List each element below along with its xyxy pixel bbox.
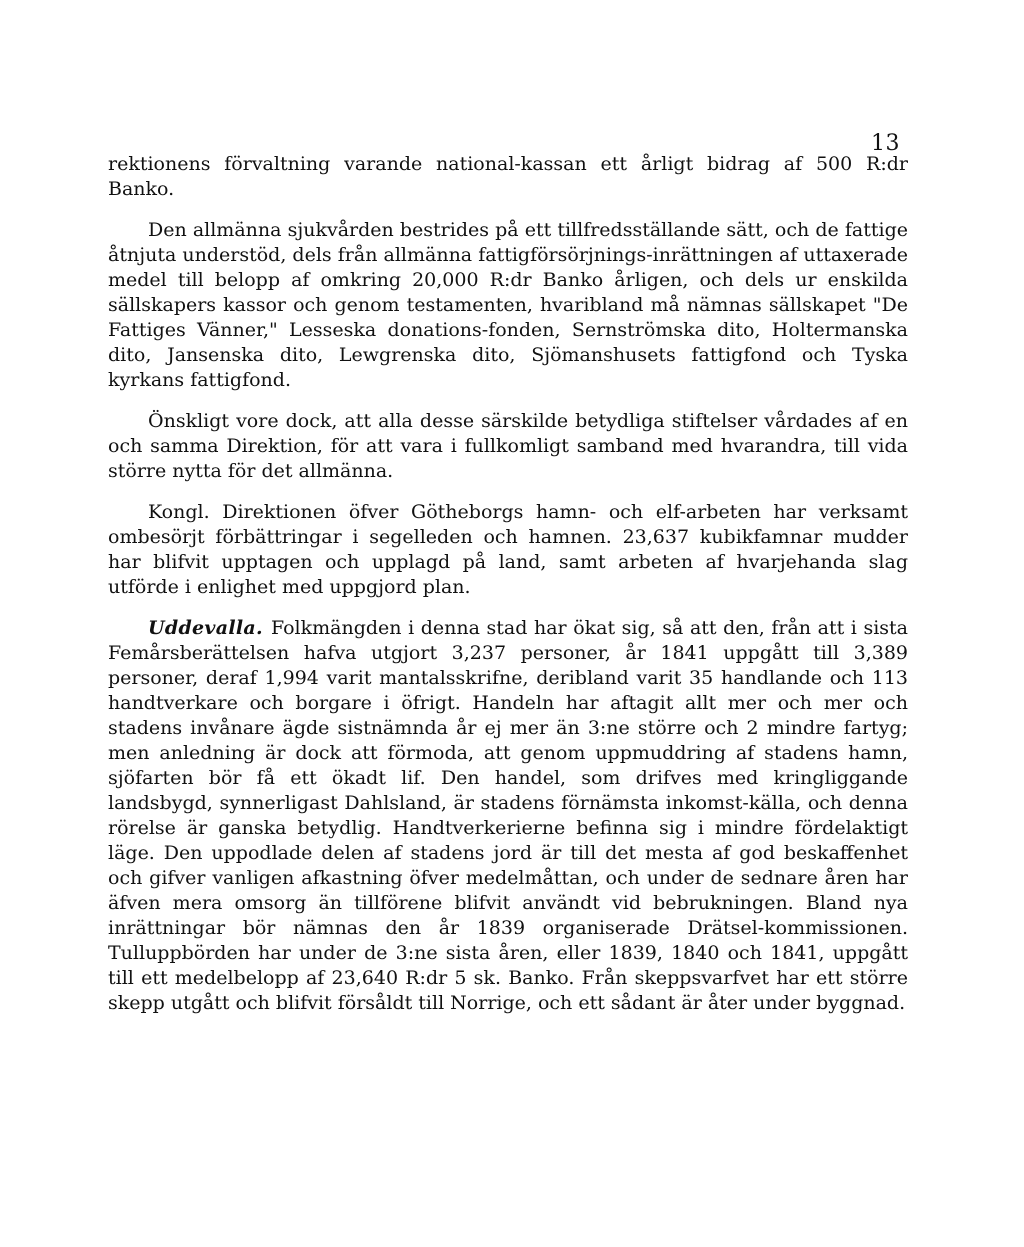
page-number: 13	[871, 131, 900, 156]
paragraph-harbour-works: Kongl. Direktionen öfver Götheborgs hamn- och elf-arbeten har verksamt ombesörjt förbättringar i segelleden och hamnen. 23,637 kubikfamnar mudder har blifvit upptagen och upplagd på land, samt arbeten af hvarjehanda slag utförde i enlighet med uppgjord plan.	[108, 501, 908, 598]
paragraph-direction-wish: Önskligt vore dock, att alla desse särskilde betydliga stiftelser vårdades af en och samma Direktion, för att vara i fullkomligt samband med hvarandra, till vida större nytta för det allmänna.	[108, 410, 908, 482]
paragraph-uddevalla	[108, 616, 908, 1016]
body-text	[108, 152, 908, 1032]
paragraph-poor-relief: Den allmänna sjukvården bestrides på ett tillfredsställande sätt, och de fattige åtnjuta understöd, dels från allmänna fattigförsörjnings-inrättningen af uttaxerade medel till belopp af omkring 20,000 R:dr Banko årligen, och dels ur enskilda sällskapers kassor och genom testamenten, hvaribland må nämnas sällskapet "De Fattiges Vänner," Lesseska donations-fonden, Sernströmska dito, Holtermanska dito, Jansenska dito, Lewgrenska dito, Sjömanshusets fattigfond och Tyska kyrkans fattigfond.	[108, 219, 908, 391]
paragraph-continuation: rektionens förvaltning varande national-kassan ett årligt bidrag af 500 R:dr Banko.	[108, 153, 908, 200]
paragraph-uddevalla-text: Folkmängden i denna stad har ökat sig, så att den, från att i sista Femårsberättelsen hafva utgjort 3,237 personer, år 1841 uppgått till 3,389 personer, deraf 1,994 varit mantalsskrifne, deribland varit 35 handlande och 113 handtverkare och borgare i öfrigt. Handeln har aftagit allt mer och mer och stadens invånare ägde sistnämnda år ej mer än 3:ne större och 2 mindre fartyg; men anledning är dock att förmoda, att genom uppmuddring af stadens hamn, sjöfarten bör få ett ökadt lif. Den handel, som drifves med kringliggande landsbygd, synnerligast Dahlsland, är stadens förnämsta inkomst-källa, och denna rörelse är ganska betydlig. Handtverkerierne befinna sig i mindre fördelaktigt läge. Den uppodlade delen af stadens jord är till det mesta af god beskaffenhet och gifver vanligen afkastning öfver medelmåttan, och under de sednare åren har äfven mera omsorg än tillförene blifvit användt vid bebrukningen. Bland nya inrättningar bör nämnas den år 1839 organiserade Drätsel-kommissionen. Tulluppbörden har under de 3:ne sista åren, eller 1839, 1840 och 1841, uppgått till ett medelbelopp af 23,640 R:dr 5 sk. Banko. Från skeppsvarfvet har ett större skepp utgått och blifvit försåldt till Norrige, och ett sådant är åter under byggnad.	[108, 617, 908, 1014]
place-name-uddevalla: Uddevalla.	[148, 617, 263, 639]
